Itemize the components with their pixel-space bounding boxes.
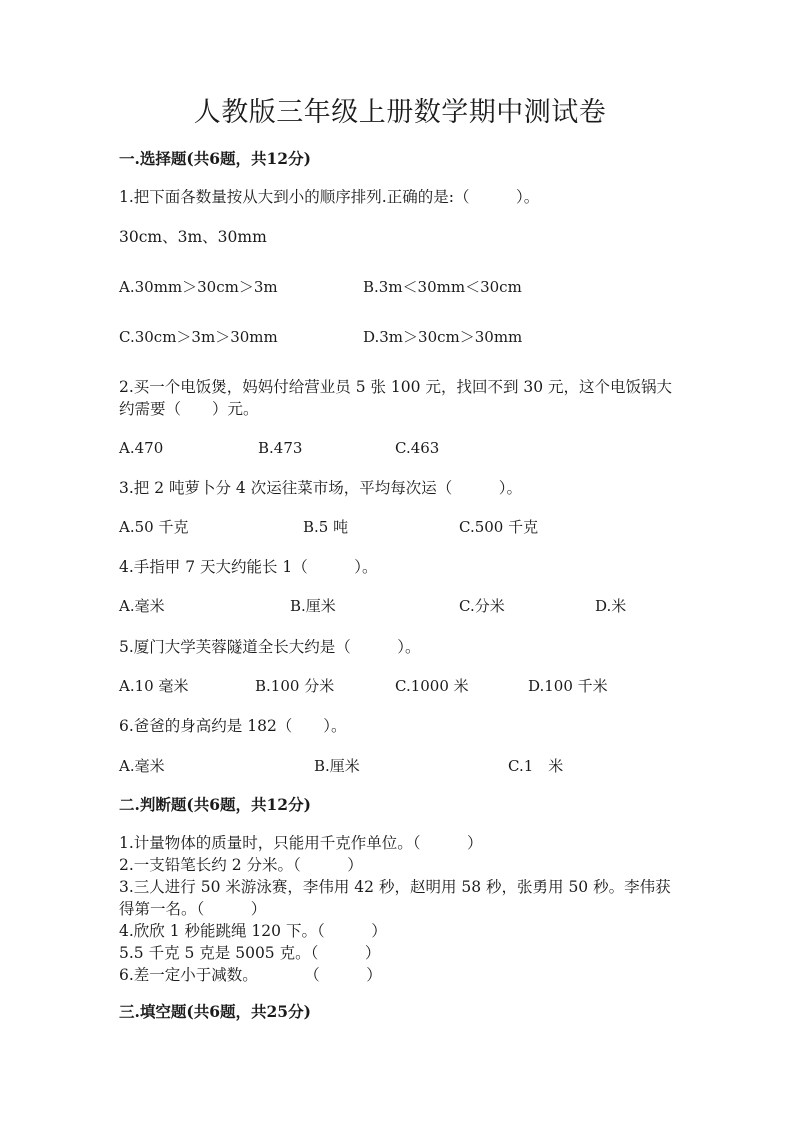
question-3-option-c: C.500 千克 [459,518,539,536]
judgment-item-2: 2.一支铅笔长约 2 分米。（ ） [119,856,363,874]
question-2-stem-line2: 约需要（ ）元。 [119,400,259,418]
question-2-option-c: C.463 [395,439,440,457]
question-6-option-a: A.毫米 [119,757,165,775]
question-1-option-d: D.3m＞30cm＞30mm [363,328,523,346]
section-heading-judgment: 二.判断题(共6题，共12分) [119,795,311,814]
question-2-stem-line1: 2.买一个电饭煲，妈妈付给营业员 5 张 100 元，找回不到 30 元，这个电饭锅大 [119,378,673,396]
judgment-item-4: 4.欣欣 1 秒能跳绳 120 下。（ ） [119,922,387,940]
question-4-option-d: D.米 [595,597,627,615]
question-5-stem: 5.厦门大学芙蓉隧道全长大约是（ ）。 [119,638,421,656]
judgment-item-5: 5.5 千克 5 克是 5005 克。（ ） [119,944,381,962]
question-2-option-b: B.473 [258,439,303,457]
question-3-stem: 3.把 2 吨萝卜分 4 次运往菜市场，平均每次运（ ）。 [119,479,522,497]
question-4-option-b: B.厘米 [290,597,336,615]
question-6-option-b: B.厘米 [314,757,360,775]
question-4-option-c: C.分米 [459,597,505,615]
judgment-item-3-line2: 得第一名。（ ） [119,900,267,918]
question-2-option-a: A.470 [119,439,164,457]
judgment-item-3-line1: 3.三人进行 50 米游泳赛，李伟用 42 秒，赵明用 58 秒，张勇用 50 秒。李伟获 [119,878,671,896]
question-4-stem: 4.手指甲 7 天大约能长 1（ ）。 [119,558,378,576]
section-heading-choice: 一.选择题(共6题，共12分) [119,149,311,168]
question-5-option-a: A.10 毫米 [119,677,189,695]
judgment-item-1: 1.计量物体的质量时，只能用千克作单位。（ ） [119,834,483,852]
question-1-extra: 30cm、3m、30mm [119,228,267,246]
question-3-option-b: B.5 吨 [303,518,349,536]
question-6-stem: 6.爸爸的身高约是 182（ ）。 [119,717,347,735]
question-6-option-c: C.1 米 [508,757,564,775]
question-4-option-a: A.毫米 [119,597,165,615]
question-5-option-b: B.100 分米 [255,677,335,695]
question-1-option-c: C.30cm＞3m＞30mm [119,328,278,346]
page-title: 人教版三年级上册数学期中测试卷 [193,97,607,128]
question-1-option-b: B.3m＜30mm＜30cm [363,278,522,296]
question-1-stem: 1.把下面各数量按从大到小的顺序排列.正确的是:（ ）。 [119,188,540,206]
judgment-item-6: 6.差一定小于减数。 （ ） [119,966,382,984]
section-heading-fill-blank: 三.填空题(共6题，共25分) [119,1002,311,1021]
question-3-option-a: A.50 千克 [119,518,189,536]
question-1-option-a: A.30mm＞30cm＞3m [119,278,278,296]
question-5-option-c: C.1000 米 [395,677,469,695]
question-5-option-d: D.100 千米 [528,677,608,695]
